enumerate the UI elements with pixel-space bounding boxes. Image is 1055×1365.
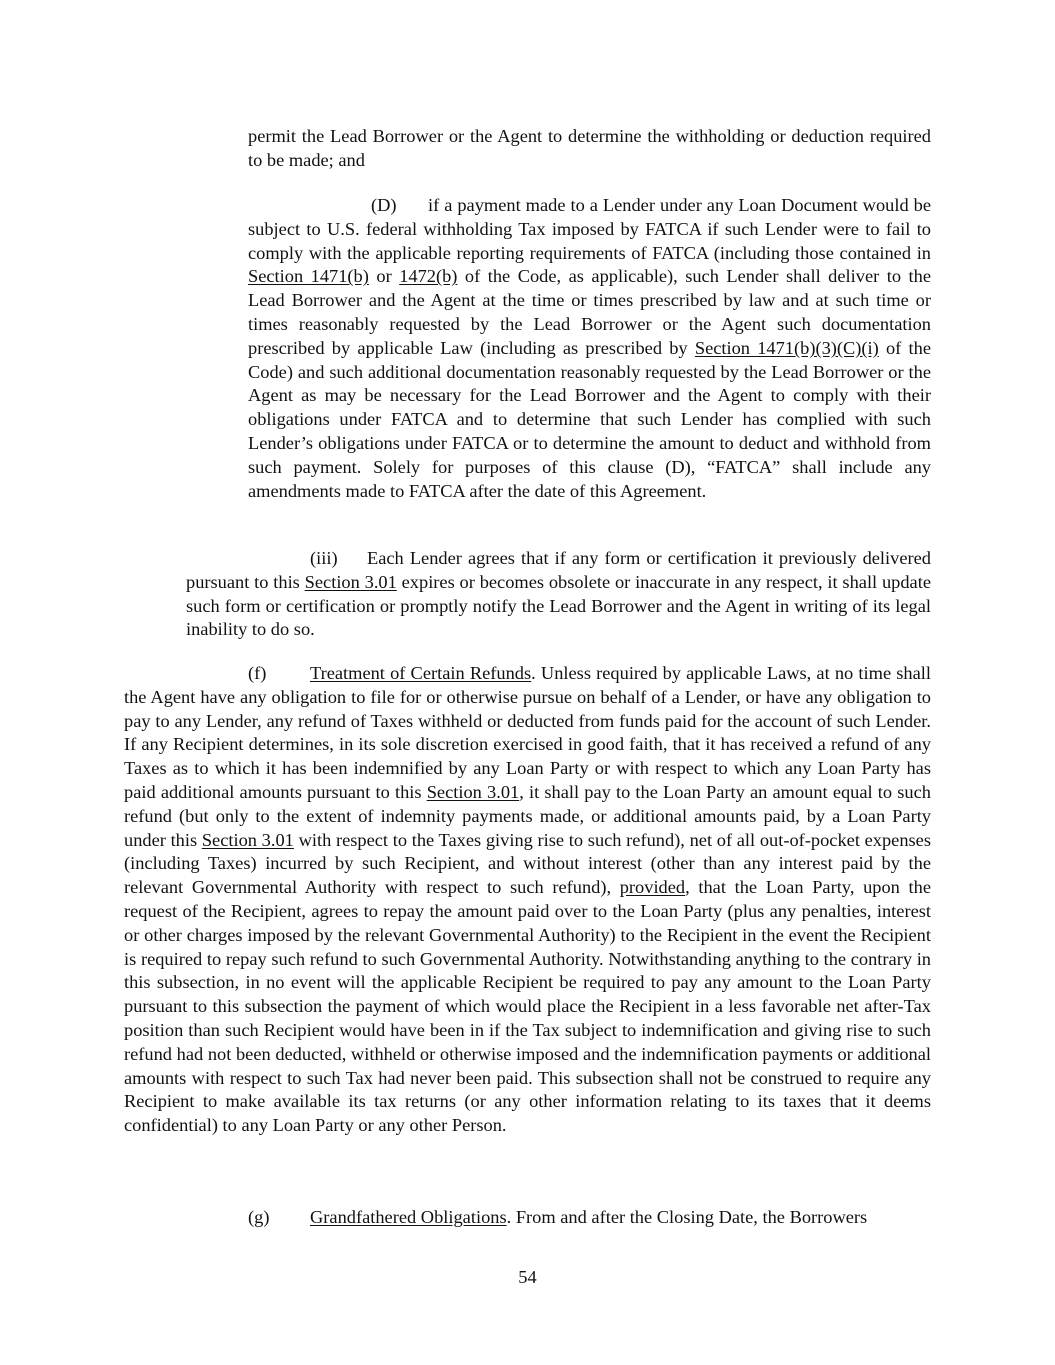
section-reference-3-01: Section 3.01 <box>304 571 397 592</box>
paragraph-f <box>124 662 931 1138</box>
paragraph-continuation-text: permit the Lead Borrower or the Agent to determine the withholding or deduction required to be made; and <box>248 126 931 170</box>
paragraph-iii-text-1: Each Lender agrees that if any form or certification it previously delivered pursuant to this <box>186 548 931 592</box>
paragraph-d-text-4: of the Code) and such additional documentation reasonably requested by the Lead Borrower or the Agent as may be necessary for the Lead Borrower and the Agent to comply with their obligations under FATCA and to determine that such Lender has complied with such Lender’s obligations under FATCA or to determine the amount to deduct and withhold from such payment. Solely for purposes of this clause (D), “FATCA” shall include any amendments made to FATCA after the date of this Agreement. <box>248 337 931 501</box>
paragraph-d <box>248 194 931 503</box>
paragraph-f-text-1: . Unless required by applicable Laws, at no time shall the Agent have any obligation to file for or otherwise pursue on behalf of a Lender, or have any obligation to pay to any Lender, any refund of Taxes withheld or deducted from funds paid for the account of such Lender. If any Recipient determines, in its sole discretion exercised in good faith, that it has received a refund of any Taxes as to which it has been indemnified by any Loan Party or with respect to which any Loan Party has paid additional amounts pursuant to this <box>124 663 931 802</box>
clause-label-d: (D) <box>371 195 397 215</box>
paragraph-g <box>124 1206 931 1230</box>
clause-label-g: (g) <box>248 1207 270 1227</box>
paragraph-continuation <box>248 125 931 173</box>
paragraph-iii-text-2: expires or becomes obsolete or inaccurate in any respect, it shall update such form or certification or promptly notify the Lead Borrower and the Agent in writing of its legal inability to do so. <box>186 571 931 640</box>
clause-label-iii: (iii) <box>310 548 338 568</box>
section-reference-1471b: Section 1471(b) <box>248 266 369 287</box>
section-reference-1472b: 1472(b) <box>399 266 458 287</box>
paragraph-iii <box>186 547 931 642</box>
paragraph-d-text-2: or <box>368 266 400 287</box>
paragraph-f-heading: Treatment of Certain Refunds <box>310 663 532 683</box>
paragraph-d-text-3: of the Code, as applicable), such Lender shall deliver to the Lead Borrower and the Agent at the time or times prescribed by law and at such time or times reasonably requested by the Lead Borrower or the Agent such documentation prescribed by applicable Law (including as prescribed by <box>248 266 931 358</box>
clause-label-f: (f) <box>248 663 267 683</box>
paragraph-f-text-3: with respect to the Taxes giving rise to such refund), net of all out-of-pocket expenses (including Taxes) incurred by such Recipient, and without interest (other than any interest paid by the relevant Governmental Authority with respect to such refund), <box>124 829 932 898</box>
page-number: 54 <box>518 1267 537 1287</box>
paragraph-g-text-1: . From and after the Closing Date, the Borrowers <box>506 1207 868 1227</box>
paragraph-g-heading: Grandfathered Obligations <box>310 1207 507 1227</box>
paragraph-f-text-2: , it shall pay to the Loan Party an amount equal to such refund (but only to the extent of indemnity payments made, or additional amounts paid, by a Loan Party under this <box>124 781 931 850</box>
provided-term: provided <box>619 877 686 898</box>
section-reference-3-01-b: Section 3.01 <box>201 829 294 850</box>
paragraph-f-text-4: , that the Loan Party, upon the request of the Recipient, agrees to repay the amount paid over to the Loan Party (plus any penalties, interest or other charges imposed by the relevant Governmental Authority) to the Recipient in the event the Recipient is required to repay such refund to such Governmental Authority. Notwithstanding anything to the contrary in this subsection, in no event will the applicable Recipient be required to pay any amount to the Loan Party pursuant to this subsection the payment of which would place the Recipient in a less favorable net after-Tax position than such Recipient would have been in if the Tax subject to indemnification and giving rise to such refund had not been deducted, withheld or otherwise imposed and the indemnification payments or additional amounts with respect to such Tax had never been paid. This subsection shall not be construed to require any Recipient to make available its tax returns (or any other information relating to its taxes that it deems confidential) to any Loan Party or any other Person. <box>124 877 931 1136</box>
section-reference-1471b3ci: Section 1471(b)(3)(C)(i) <box>694 337 879 358</box>
paragraph-d-text-1: if a payment made to a Lender under any Loan Document would be subject to U.S. federal withholding Tax imposed by FATCA if such Lender were to fail to comply with the applicable reporting requirements of FATCA (including those contained in <box>248 195 931 263</box>
section-reference-3-01-a: Section 3.01 <box>426 781 520 802</box>
